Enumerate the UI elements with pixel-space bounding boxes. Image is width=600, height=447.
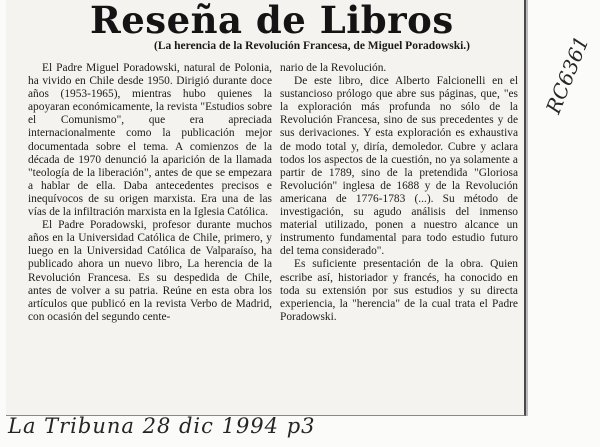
handwritten-source-note: La Tribuna 28 dic 1994 p3 xyxy=(8,414,316,438)
paragraph-prologue-quote: De este libro, dice Alberto Falcionelli en el sustancioso prólogo que abre sus páginas, que, "es la exploración más profunda no sólo de la Revolución Francesa, sino de sus precedentes y de sus derivaciones. Y esta exploración es exhaustiva de modo total y, diría, demoledor. Cubre y aclara todos los aspectos de la cuestión, no ya solamente a partir de 1789, sino de la pretendida "Gloriosa Revolución" inglesa de 1688 y de la Revolución americana de 1776-1783 (...). Su método de investigación, su agudo análisis del inmenso material utilizado, ponen a nuestro alcance un instrumento fundamental para todo estudio futuro del tema considerado". xyxy=(280,75,518,258)
article-column-right xyxy=(280,62,518,324)
newspaper-clipping xyxy=(6,0,526,416)
handwritten-catalog-code: RC6361 xyxy=(541,32,594,117)
article-title: Reseña de Libros xyxy=(90,0,454,42)
paragraph-continuation: nario de la Revolución. xyxy=(280,62,387,74)
article-column-left xyxy=(28,62,272,324)
paragraph-author-bio: El Padre Miguel Poradowski, natural de Polonia, ha vivido en Chile desde 1950. Dirigió durante doce años (1953-1965), mientras hubo quienes la apoyaran económicamente, la revista "Estudios sobre el Comunismo", que era apreciada internacionalmente como la publicación mejor documentada sobre el tema. A comienzos de la década de 1970 denunció la aparición de la llamada "teología de la liberación", antes de que se empezara a hablar de ella. Daba antecedentes precisos e inequívocos de su origen marxista. Era una de las vías de la infiltración marxista en la Iglesia Católica. xyxy=(28,62,272,219)
paragraph-book-intro: El Padre Poradowski, profesor durante muchos años en la Universidad Católica de Chile, primero, y luego en la Universidad Católica de Valparaíso, ha publicado ahora un nuevo libro, La herencia de la Revolución Francesa. Es su despedida de Chile, antes de volver a su patria. Reúne en esta obra los artículos que publicó en la revista Verbo de Madrid, con ocasión del segundo cente- xyxy=(28,219,272,323)
paragraph-closing: Es suficiente presentación de la obra. Quien escribe así, historiador y francés, ha conocido en toda su extensión por sus estudios y su directa experiencia, la "herencia" de la cual trata el Padre Poradowski. xyxy=(280,258,518,323)
article-subtitle: (La herencia de la Revolución Francesa, de Miguel Poradowski.) xyxy=(154,40,471,52)
